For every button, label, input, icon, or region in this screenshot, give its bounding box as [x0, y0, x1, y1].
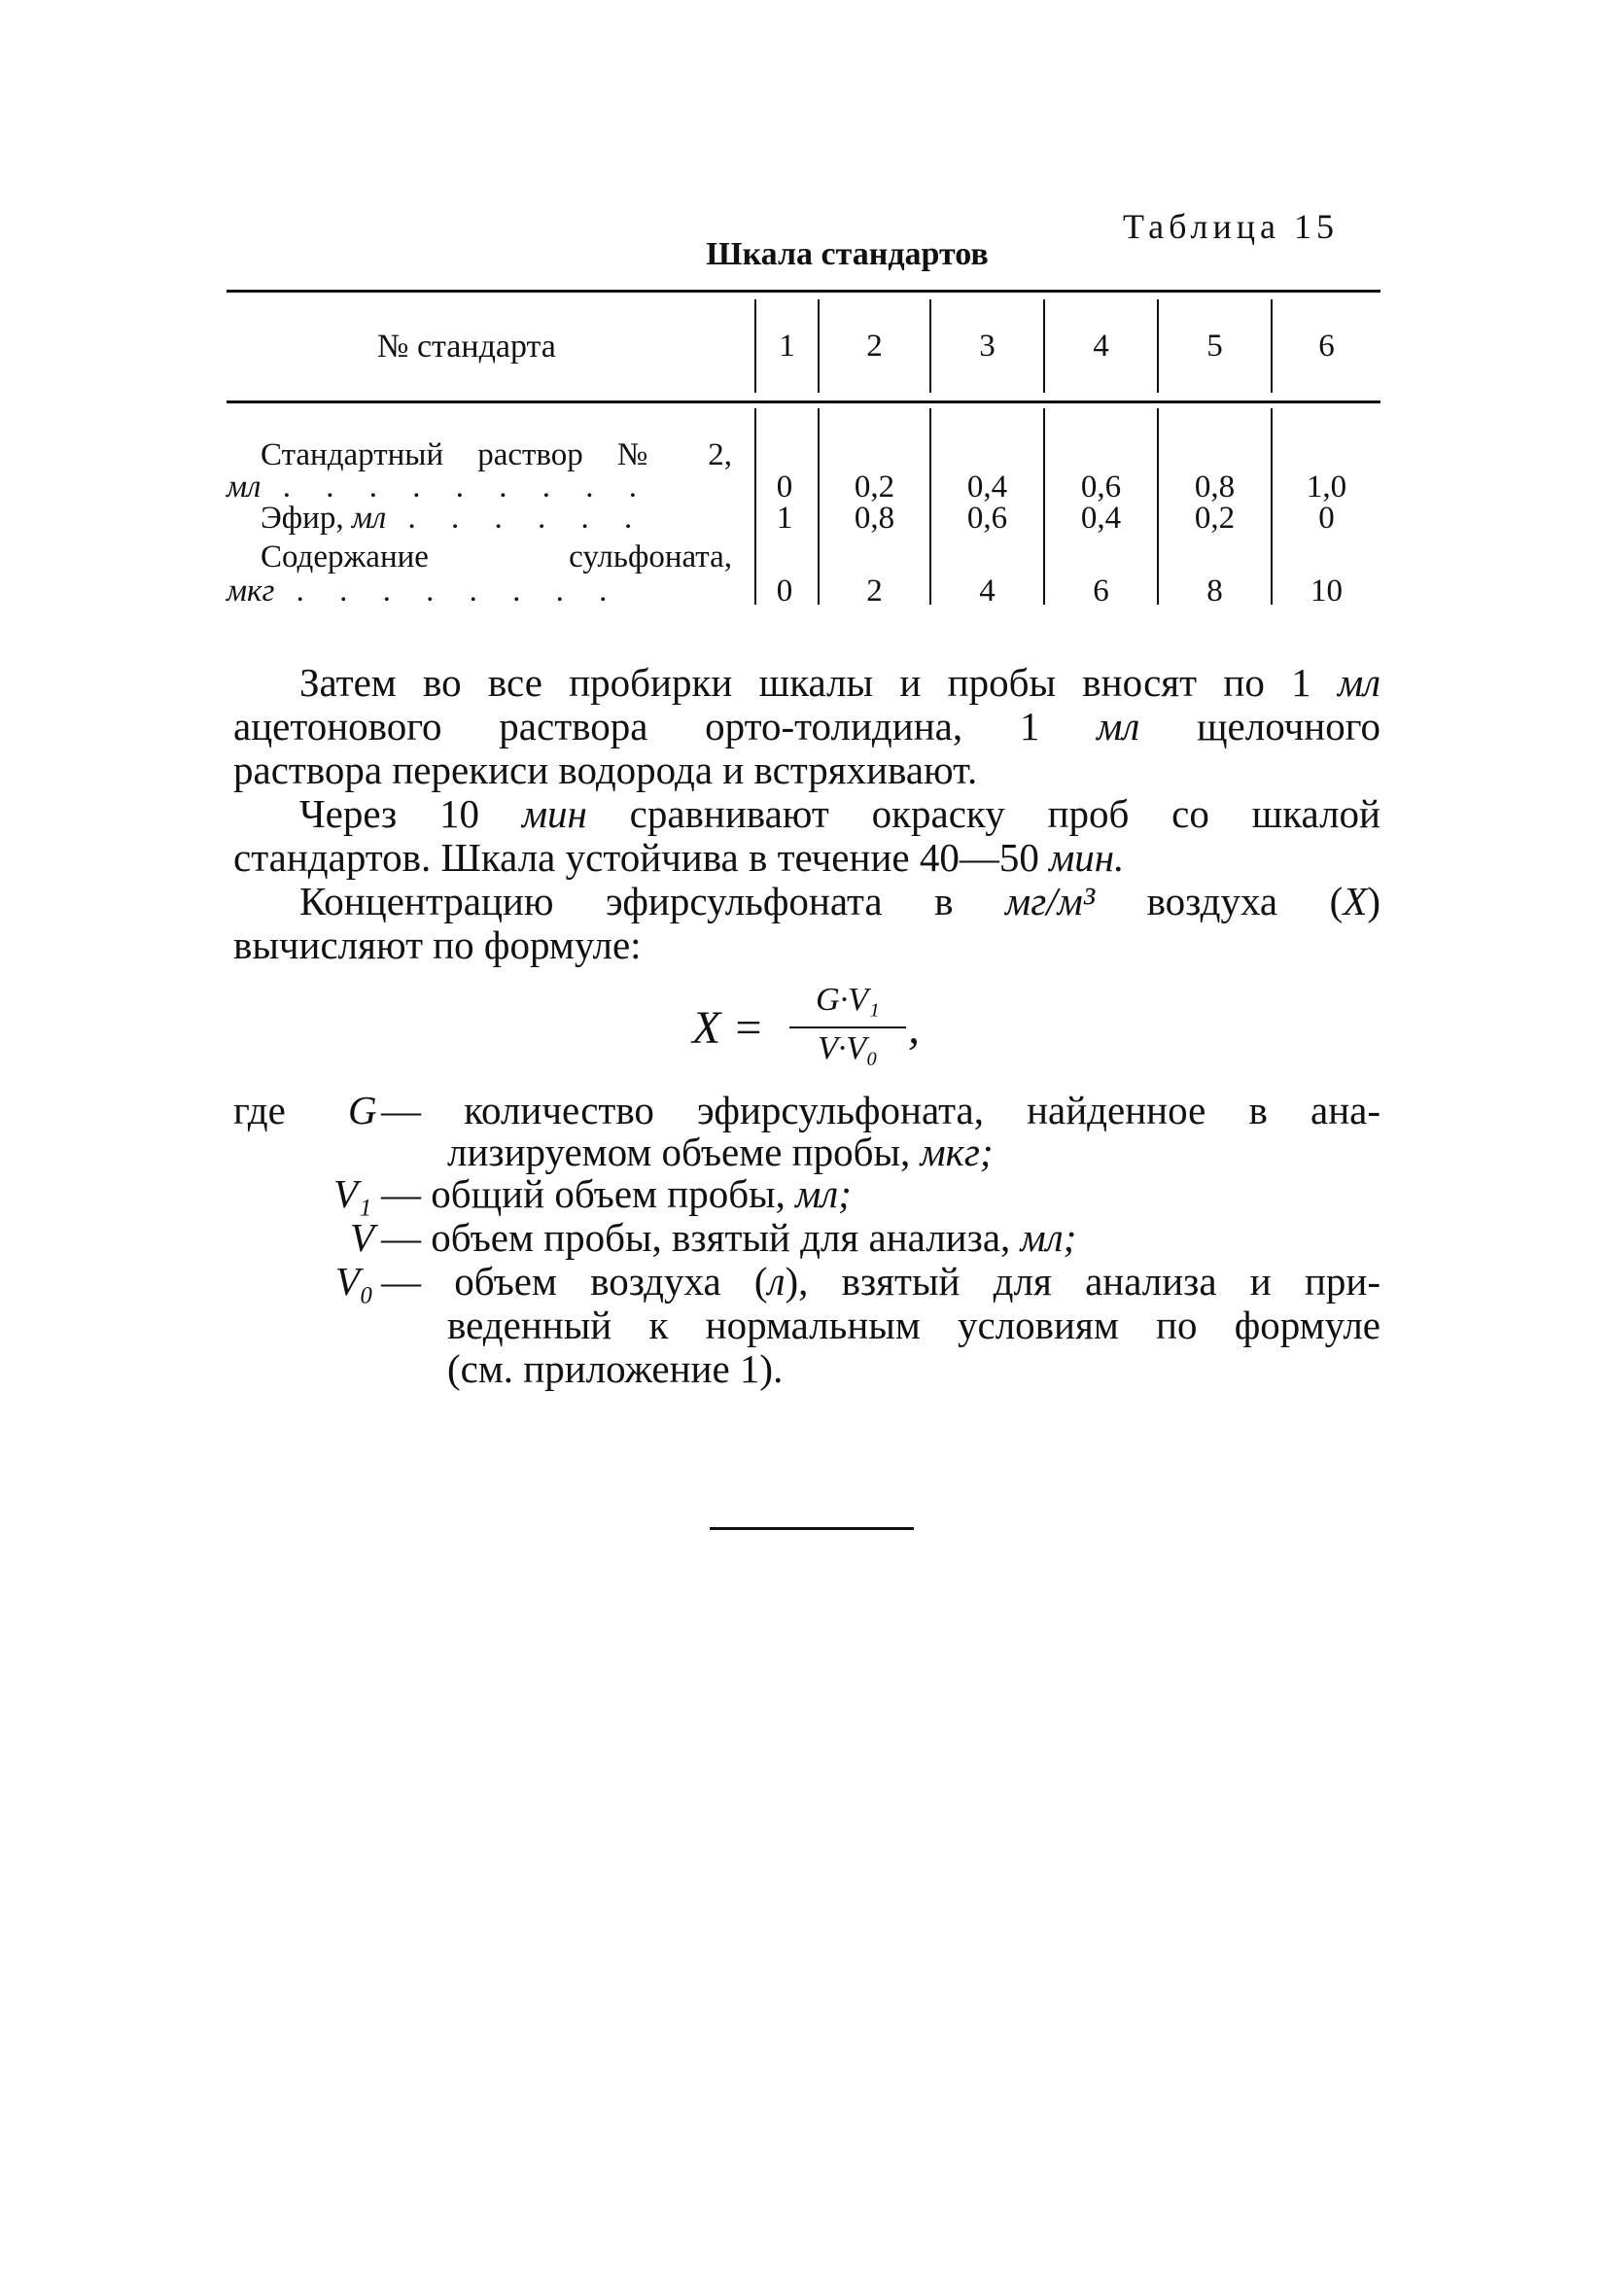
definition-line: веденный к нормальным условиям по формуле	[447, 1303, 1380, 1347]
formula-numerator: G·V₁	[816, 982, 880, 1018]
row-label: Содержание сульфоната,	[261, 539, 732, 574]
formula-tail: ,	[908, 1002, 920, 1054]
definition-line: — общий объем пробы, мл;	[381, 1171, 852, 1216]
table-cell: 0,8	[854, 501, 895, 536]
table-cell: 0	[776, 470, 793, 504]
paragraph-line: Затем во все пробирки шкалы и пробы вносят по 1 мл	[299, 660, 1380, 705]
table-cell: 0,2	[854, 470, 895, 504]
symbol-g: G	[348, 1088, 377, 1132]
row-label: Стандартный раствор № 2,	[261, 437, 732, 472]
table-top-rule	[227, 290, 1380, 293]
paragraph-line: Через 10 мин сравнивают окраску проб со шкалой	[299, 791, 1380, 836]
table-title: Шкала стандартов	[706, 236, 989, 272]
paragraph-line: Концентрацию эфирсульфоната в мг/м³ воздуха (X)	[299, 879, 1381, 923]
header-label: № стандарта	[377, 329, 556, 365]
table-cell: 0,8	[1194, 470, 1236, 504]
table-cell: 10	[1310, 574, 1343, 609]
header-cell: 2	[866, 329, 883, 364]
paragraph-line: ацетонового раствора орто-толидина, 1 мл щелочного	[233, 704, 1381, 748]
closing-rule	[710, 1527, 914, 1530]
table-cell: 2	[866, 574, 883, 609]
table-cell: 0,4	[1080, 501, 1122, 536]
definition-line: — объем воздуха (л), взятый для анализа и при-	[381, 1259, 1381, 1304]
table-cell: 0,6	[966, 501, 1008, 536]
table-cell: 0,6	[1080, 470, 1122, 504]
where-label: где	[233, 1088, 286, 1132]
table-cell: 8	[1206, 574, 1223, 609]
paragraph-line: вычисляют по формуле:	[233, 922, 642, 967]
paragraph-line: стандартов. Шкала устойчива в течение 40—50 мин.	[233, 835, 1125, 880]
table-cell: 0	[1318, 501, 1335, 536]
table-cell: 1	[776, 501, 793, 536]
row-label-unit: мл . . . . . . . . .	[227, 470, 650, 504]
header-cell: 3	[979, 329, 996, 364]
table-number: Таблица 15	[1123, 207, 1339, 246]
symbol-v1: V₁	[333, 1171, 372, 1216]
definition-line: лизируемом объеме пробы, мкг;	[447, 1130, 994, 1174]
header-cell: 5	[1206, 329, 1223, 364]
definition-line: — количество эфирсульфоната, найденное в ана-	[381, 1088, 1380, 1132]
symbol-v0: V₀	[335, 1259, 374, 1304]
formula-denominator: V·V₀	[818, 1030, 878, 1066]
formula-fraction-bar	[789, 1026, 906, 1028]
formula-lhs: X =	[692, 1002, 764, 1054]
header-cell: 6	[1318, 329, 1335, 364]
table-cell: 4	[979, 574, 996, 609]
table-cell: 0	[776, 574, 793, 609]
header-cell: 4	[1093, 329, 1109, 364]
row-label-unit: мкг . . . . . . . .	[227, 574, 621, 609]
row-label: Эфир, мл . . . . . .	[261, 501, 646, 536]
table-cell: 0,2	[1194, 501, 1236, 536]
table-header-rule	[227, 400, 1380, 403]
definition-line: — объем пробы, взятый для анализа, мл;	[381, 1215, 1077, 1260]
table-cell: 1,0	[1306, 470, 1347, 504]
table-cell: 0,4	[966, 470, 1008, 504]
header-cell: 1	[779, 329, 795, 364]
symbol-v: V	[350, 1215, 375, 1260]
definition-line: (см. приложение 1).	[447, 1346, 784, 1391]
table-cell: 6	[1093, 574, 1109, 609]
paragraph-line: раствора перекиси водорода и встряхивают.	[233, 748, 978, 792]
